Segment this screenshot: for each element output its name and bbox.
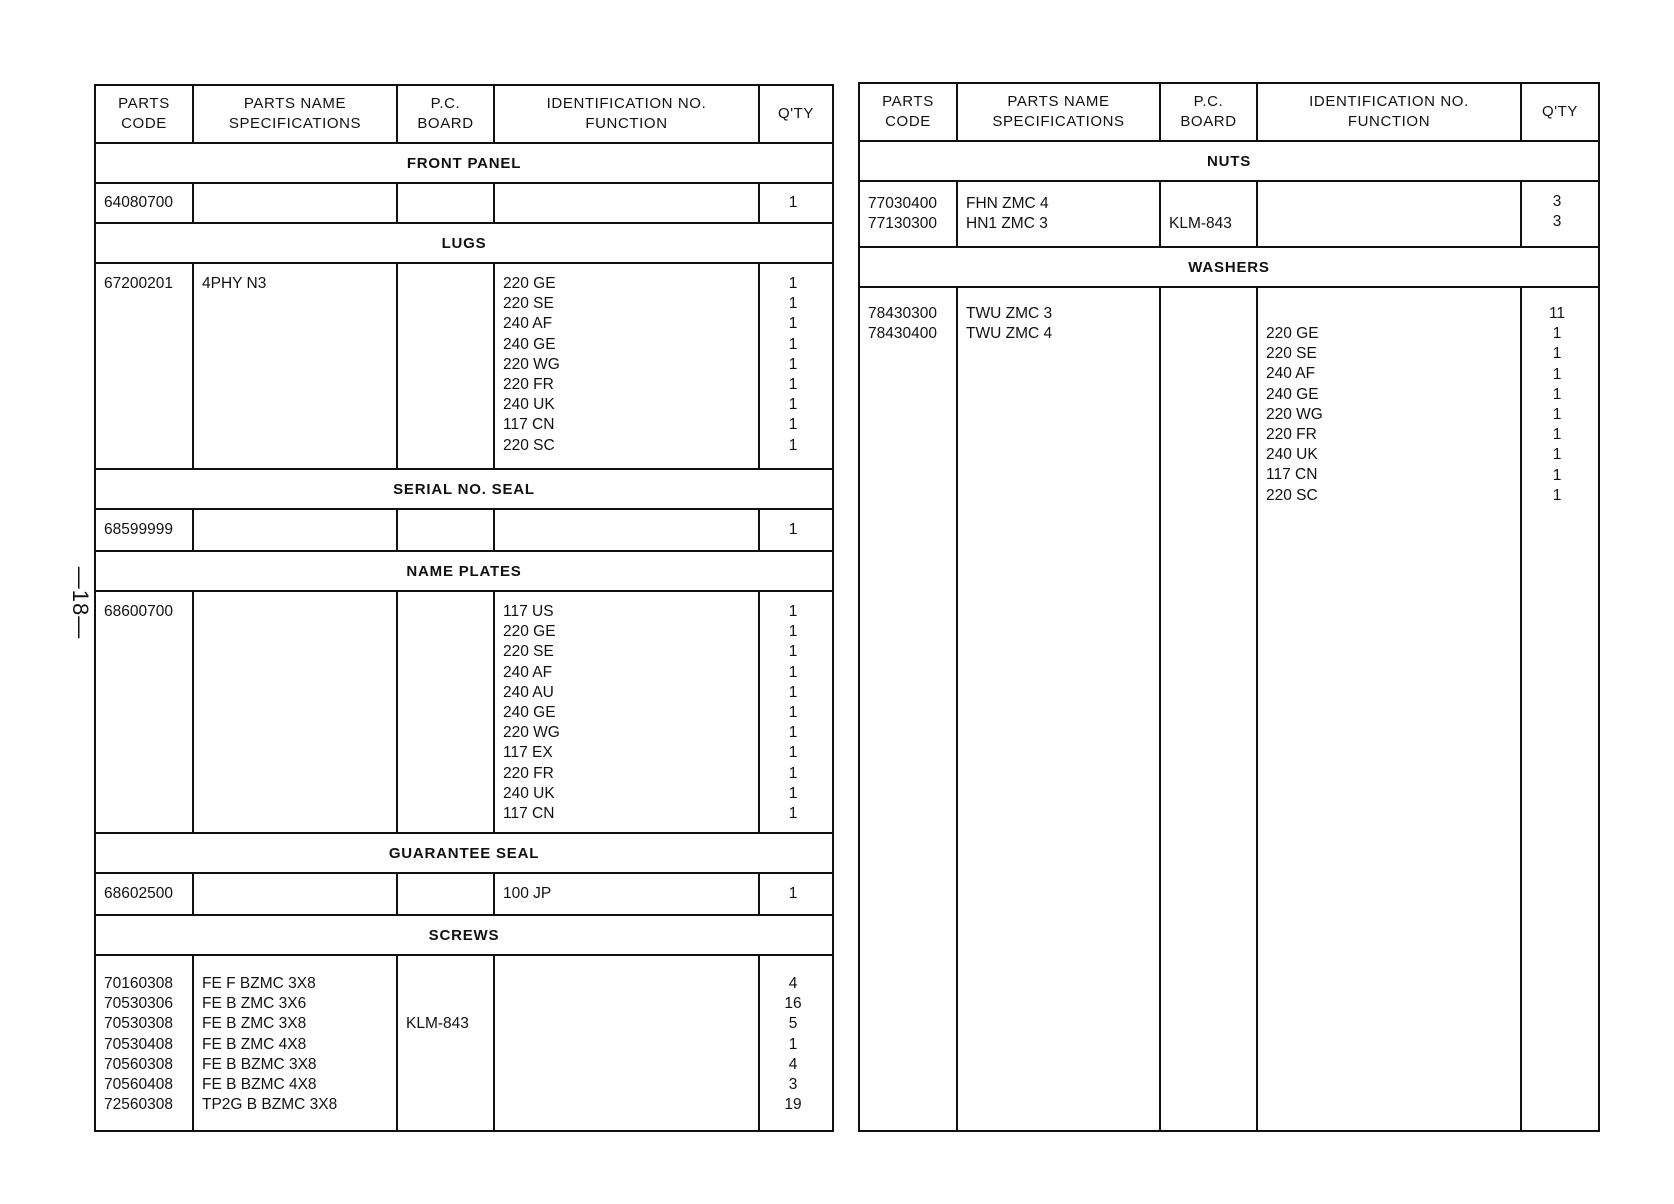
page-number: —18— [68,566,94,640]
table-header [860,84,1598,142]
identification [1258,182,1522,246]
parts-name-list: FHN ZMC 4 HN1 ZMC 3 [958,182,1161,246]
header-identification: IDENTIFICATION NO. FUNCTION [1258,84,1522,140]
table-row [96,874,832,916]
qty-list: 4 16 5 1 4 3 19 [784,975,802,1114]
header-qty: Q'TY [777,105,815,122]
section-title: LUGS [96,224,832,264]
table-row [96,592,832,834]
parts-code: 68600700 [96,592,194,832]
qty: 1 [788,885,798,902]
table-row [96,184,832,224]
parts-code-list: 77030400 77130300 [860,182,958,246]
pc-board [1161,288,1258,1130]
parts-name [194,592,398,832]
header-parts-code: PARTS CODE [96,86,194,142]
section-title: NUTS [860,142,1598,182]
table-row [96,510,832,552]
pc-board: KLM-843 [1161,182,1258,246]
header-parts-code: PARTS CODE [860,84,958,140]
pc-board [398,184,495,222]
parts-name-list: TWU ZMC 3 TWU ZMC 4 [958,288,1161,1130]
parts-name: 4PHY N3 [194,264,398,468]
table-header [96,86,832,144]
identification-list: 117 US 220 GE 220 SE 240 AF 240 AU 240 GE 220 WG 117 EX 220 FR 240 UK 117 CN [495,592,760,832]
table-row [860,182,1598,248]
identification [495,510,760,550]
parts-name [194,184,398,222]
parts-name-list: FE F BZMC 3X8 FE B ZMC 3X6 FE B ZMC 3X8 FE B ZMC 4X8 FE B BZMC 3X8 FE B BZMC 4X8 TP2G B BZMC 3X8 [194,956,398,1130]
pc-board [398,874,495,914]
header-parts-name: PARTS NAME SPECIFICATIONS [958,84,1161,140]
parts-code: 67200201 [96,264,194,468]
section-title: GUARANTEE SEAL [96,834,832,874]
identification-list: 220 GE 220 SE 240 AF 240 GE 220 WG 220 FR 240 UK 117 CN 220 SC [1258,288,1522,1130]
parts-code: 64080700 [96,184,194,222]
qty-list: 1 1 1 1 1 1 1 1 1 [788,275,798,454]
section-title: WASHERS [860,248,1598,288]
header-qty: Q'TY [1541,103,1579,120]
qty-list: 1 1 1 1 1 1 1 1 1 1 1 [788,603,798,822]
table-row [96,956,832,1130]
header-identification: IDENTIFICATION NO. FUNCTION [495,86,760,142]
header-pc-board: P.C. BOARD [1161,84,1258,140]
header-parts-name: PARTS NAME SPECIFICATIONS [194,86,398,142]
parts-table-left [94,84,834,1132]
parts-code-list: 78430300 78430400 [860,288,958,1130]
identification-list: 220 GE 220 SE 240 AF 240 GE 220 WG 220 FR 240 UK 117 CN 220 SC [495,264,760,468]
table-row [96,264,832,470]
section-title: FRONT PANEL [96,144,832,184]
section-title: SCREWS [96,916,832,956]
parts-code: 68602500 [96,874,194,914]
identification: 100 JP [495,874,760,914]
qty: 1 [788,194,798,211]
identification [495,956,760,1130]
pc-board [398,510,495,550]
parts-table-right [858,82,1600,1132]
pc-board [398,264,495,468]
pc-board [398,592,495,832]
parts-code-list: 70160308 70530306 70530308 70530408 70560308 70560408 72560308 [96,956,194,1130]
header-pc-board: P.C. BOARD [398,86,495,142]
parts-name [194,510,398,550]
identification [495,184,760,222]
qty-list: 3 3 [1552,193,1562,231]
section-title: NAME PLATES [96,552,832,592]
parts-code: 68599999 [96,510,194,550]
pc-board: KLM-843 [398,956,495,1130]
section-title: SERIAL NO. SEAL [96,470,832,510]
qty-list: 11 1 1 1 1 1 1 1 1 1 [1548,305,1566,504]
table-row [860,288,1598,1130]
qty: 1 [788,521,798,538]
parts-name [194,874,398,914]
